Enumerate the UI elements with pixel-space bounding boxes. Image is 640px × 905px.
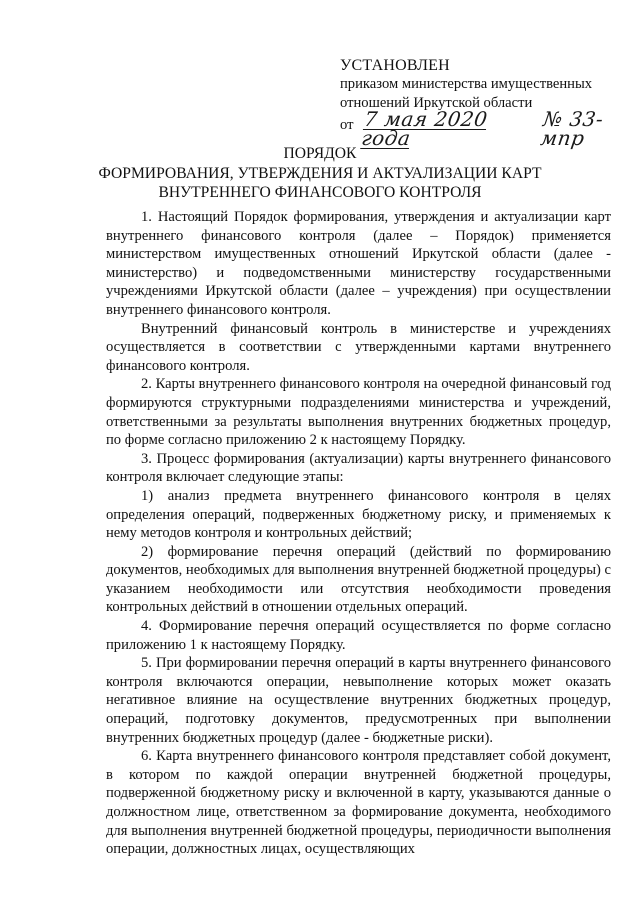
document-title xyxy=(0,144,640,203)
paragraph: 5. При формировании перечня операций в карты внутреннего финансового контроля включаются операции, невыполнение которых может оказать негативное влияние на осуществление внутренних бюджетных процедур, операций, подготовку документов, предусмотренных при выполнении внутренних бюджетных процедур (далее - бюджетные риски). xyxy=(106,655,611,746)
paragraph: 2. Карты внутреннего финансового контроля на очередной финансовый год формируются структурными подразделениями министерства и учреждений, ответственными за результаты выполнения внутренних бюджетных процедур, по форме согласно приложению 2 к настоящему Порядку. xyxy=(106,376,611,449)
approval-stamp-block xyxy=(340,56,640,151)
paragraph: 4. Формирование перечня операций осуществляется по форме согласно приложению 1 к настоящему Порядку. xyxy=(106,618,611,653)
paragraph: 6. Карта внутреннего финансового контроля представляет собой документ, в котором по каждой операции внутренней бюджетной процедуры, подверженной бюджетному риску и включенной в карту, указываются данные о должностном лице, ответственном за формирование документа, необходимого для выполнения внутренней бюджетной процедуры, периодичности выполнения операции, должностных лицах, осуществляющих xyxy=(106,748,611,858)
paragraph: 1) анализ предмета внутреннего финансового контроля в целях определения операций, подверженных бюджетному риску, и применяемых к нему методов контроля и контрольных действий; xyxy=(106,487,611,542)
paragraph: 1. Настоящий Порядок формирования, утверждения и актуализации карт внутреннего финансового контроля (далее – Порядок) применяется министерством имущественных отношений Иркутской области (далее - министерство) и подведомственными министерству государственными учреждениями Иркутской области (далее – учреждения) при осуществлении внутреннего финансового контроля. xyxy=(106,209,611,318)
approval-line-2: отношений Иркутской области xyxy=(340,95,533,111)
handwritten-order-number: № 33-мпр xyxy=(539,107,606,150)
title-line-1: ПОРЯДОК xyxy=(283,145,357,162)
paragraph: 2) формирование перечня операций (действий по формированию документов, необходимых для выполнения внутренней бюджетной процедуры) с указанием необходимости или отсутствия необходимости проведения контрольных действий в отношении отдельных операций. xyxy=(106,543,611,616)
title-line-2: ФОРМИРОВАНИЯ, УТВЕРЖДЕНИЯ И АКТУАЛИЗАЦИИ КАРТ xyxy=(98,164,542,182)
title-line-3: ВНУТРЕННЕГО ФИНАНСОВОГО КОНТРОЛЯ xyxy=(158,184,482,201)
date-prefix: от xyxy=(340,117,354,133)
paragraph: 3. Процесс формирования (актуализации) карты внутреннего финансового контроля включает следующие этапы: xyxy=(106,450,611,486)
handwritten-date: 7 мая 2020 года xyxy=(360,107,490,150)
approval-line-1: приказом министерства имущественных xyxy=(340,76,593,92)
document-body xyxy=(106,208,611,859)
paragraph: Внутренний финансовый контроль в министерстве и учреждениях осуществляется в соответствии с утвержденными картами внутреннего финансового контроля. xyxy=(106,320,611,374)
approval-heading: УСТАНОВЛЕН xyxy=(340,57,450,74)
